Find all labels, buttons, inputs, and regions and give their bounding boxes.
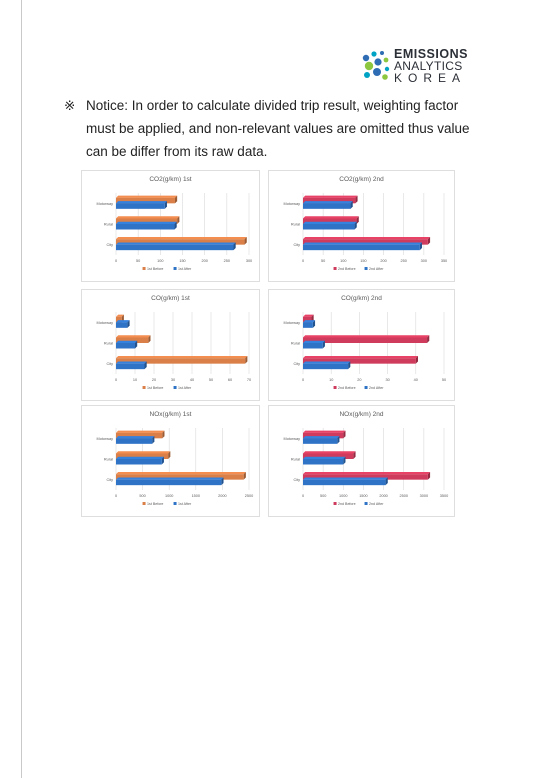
bar-top bbox=[303, 341, 325, 343]
legend-swatch bbox=[174, 502, 177, 505]
legend-label: 1st Before bbox=[147, 502, 164, 506]
bar-top bbox=[116, 341, 137, 343]
bar bbox=[116, 438, 152, 444]
bar-top bbox=[303, 431, 345, 433]
chart-co2-2nd-svg bbox=[269, 171, 454, 281]
category-label: Motorway bbox=[283, 201, 300, 206]
legend-label: 1st After bbox=[178, 267, 192, 271]
emissions-analytics-logo bbox=[360, 48, 470, 84]
bar bbox=[116, 224, 175, 230]
category-label: Motorway bbox=[283, 320, 300, 325]
bar-top bbox=[303, 457, 345, 459]
legend-swatch bbox=[365, 267, 368, 270]
bar bbox=[303, 459, 343, 465]
x-tick-label: 1500 bbox=[191, 494, 201, 498]
category-label: Motorway bbox=[96, 320, 113, 325]
category-label: City bbox=[106, 362, 113, 367]
legend-swatch bbox=[174, 267, 177, 270]
logo-line-1: EMISSIONS bbox=[394, 47, 468, 61]
x-tick-label: 1000 bbox=[339, 494, 348, 498]
legend-label: 1st Before bbox=[147, 267, 164, 271]
x-tick-label: 350 bbox=[440, 259, 448, 263]
bar bbox=[116, 245, 233, 251]
logo-line-3: KOREA bbox=[394, 71, 467, 85]
category-label: City bbox=[106, 243, 113, 248]
legend-label: 2nd After bbox=[369, 267, 384, 271]
bar-top bbox=[116, 477, 224, 479]
x-tick-label: 300 bbox=[420, 259, 428, 263]
x-tick-label: 40 bbox=[413, 378, 418, 382]
legend-label: 2nd Before bbox=[338, 386, 356, 390]
legend-swatch bbox=[365, 386, 368, 389]
category-label: City bbox=[293, 478, 300, 483]
x-tick-label: 2000 bbox=[218, 494, 227, 498]
bar-top bbox=[116, 436, 154, 438]
x-tick-label: 3000 bbox=[419, 494, 429, 498]
legend-swatch bbox=[365, 502, 368, 505]
bar-top bbox=[303, 222, 357, 224]
bar-top bbox=[303, 477, 388, 479]
legend-label: 1st After bbox=[178, 386, 192, 390]
chart-nox-2nd bbox=[268, 405, 455, 517]
chart-nox-1st bbox=[81, 405, 260, 517]
x-tick-label: 100 bbox=[340, 259, 347, 263]
category-label: Rural bbox=[290, 341, 300, 346]
chart-title: CO2(g/km) 2nd bbox=[339, 176, 384, 183]
page-margin-rule bbox=[21, 0, 22, 778]
bar-top bbox=[303, 436, 339, 438]
x-tick-label: 0 bbox=[114, 259, 118, 263]
notice-line-3: can be differ from its raw data. bbox=[86, 144, 268, 159]
legend-label: 1st Before bbox=[147, 386, 164, 390]
chart-title: NOx(g/km) 1st bbox=[149, 411, 192, 418]
bar bbox=[303, 245, 420, 251]
bar bbox=[303, 364, 348, 370]
notice-symbol: ※ bbox=[64, 98, 76, 113]
x-tick-label: 0 bbox=[114, 494, 118, 498]
bar-top bbox=[303, 242, 422, 244]
chart-nox-2nd-svg bbox=[269, 406, 454, 516]
bar-top bbox=[116, 457, 164, 459]
bar-top bbox=[303, 196, 358, 198]
bar-top bbox=[303, 356, 418, 358]
x-tick-label: 150 bbox=[360, 259, 367, 263]
x-tick-label: 250 bbox=[223, 259, 231, 263]
x-tick-label: 30 bbox=[170, 378, 176, 382]
bar-top bbox=[116, 237, 247, 239]
bar bbox=[303, 480, 386, 486]
category-label: Rural bbox=[290, 222, 300, 227]
legend-label: 1st After bbox=[178, 502, 192, 506]
chart-co2-1st-svg bbox=[82, 171, 259, 281]
legend-label: 2nd After bbox=[369, 386, 384, 390]
x-tick-label: 60 bbox=[227, 378, 233, 382]
x-tick-label: 2000 bbox=[379, 494, 388, 498]
legend-swatch bbox=[143, 267, 146, 270]
category-label: Rural bbox=[290, 457, 300, 462]
bar-top bbox=[116, 335, 151, 337]
bar bbox=[116, 322, 127, 328]
x-tick-label: 50 bbox=[208, 378, 214, 382]
chart-title: CO(g/km) 1st bbox=[151, 295, 190, 302]
x-tick-label: 50 bbox=[321, 259, 326, 263]
x-tick-label: 70 bbox=[246, 378, 252, 382]
chart-co-1st-svg bbox=[82, 290, 259, 400]
bar-top bbox=[116, 356, 247, 358]
bar-top bbox=[116, 222, 177, 224]
x-tick-label: 100 bbox=[157, 259, 164, 263]
category-label: City bbox=[293, 362, 300, 367]
legend-swatch bbox=[334, 502, 337, 505]
bar-top bbox=[116, 242, 236, 244]
x-tick-label: 250 bbox=[400, 259, 407, 263]
legend-swatch bbox=[174, 386, 177, 389]
bar-top bbox=[303, 237, 430, 239]
category-label: Motorway bbox=[96, 436, 113, 441]
bar-top bbox=[303, 451, 356, 453]
bar bbox=[303, 438, 337, 444]
x-tick-label: 30 bbox=[385, 378, 390, 382]
category-label: Rural bbox=[103, 457, 113, 462]
bar-top bbox=[303, 361, 350, 363]
chart-co2-1st bbox=[81, 170, 260, 282]
bar-top bbox=[116, 196, 177, 198]
bar-top bbox=[116, 451, 170, 453]
legend-swatch bbox=[143, 502, 146, 505]
legend-label: 2nd Before bbox=[338, 502, 356, 506]
x-tick-label: 1000 bbox=[164, 494, 174, 498]
x-tick-label: 2500 bbox=[399, 494, 408, 498]
category-label: Rural bbox=[103, 222, 113, 227]
bar-top bbox=[116, 431, 164, 433]
bar-top bbox=[303, 335, 429, 337]
emissions-analytics-dots-icon bbox=[360, 49, 392, 81]
notice-line-1: Notice: In order to calculate divided trip result, weighting factor bbox=[86, 98, 459, 113]
x-tick-label: 3500 bbox=[439, 494, 449, 498]
x-tick-label: 0 bbox=[114, 378, 118, 382]
bar-top bbox=[303, 201, 353, 203]
bar-top bbox=[303, 216, 359, 218]
bar bbox=[116, 364, 145, 370]
x-tick-label: 40 bbox=[189, 378, 195, 382]
bar bbox=[116, 459, 162, 465]
x-tick-label: 50 bbox=[136, 259, 141, 263]
bar bbox=[303, 203, 351, 209]
category-label: Motorway bbox=[283, 436, 300, 441]
bar bbox=[303, 322, 313, 328]
x-tick-label: 20 bbox=[151, 378, 157, 382]
x-tick-label: 20 bbox=[357, 378, 362, 382]
x-tick-label: 10 bbox=[132, 378, 138, 382]
category-label: City bbox=[293, 243, 300, 248]
logo-line-2: ANALYTICS bbox=[394, 59, 463, 73]
bar-top bbox=[116, 320, 130, 322]
bar bbox=[116, 480, 221, 486]
chart-co-1st bbox=[81, 289, 260, 401]
chart-title: CO2(g/km) 1st bbox=[149, 176, 192, 183]
bar bbox=[116, 343, 135, 349]
x-tick-label: 500 bbox=[139, 494, 146, 498]
bar-top bbox=[303, 472, 430, 474]
x-tick-label: 0 bbox=[301, 494, 305, 498]
chart-title: NOx(g/km) 2nd bbox=[339, 411, 384, 418]
chart-title: CO(g/km) 2nd bbox=[341, 295, 382, 302]
bar-top bbox=[116, 216, 179, 218]
x-tick-label: 150 bbox=[179, 259, 186, 263]
bar-top bbox=[116, 361, 147, 363]
x-tick-label: 1500 bbox=[359, 494, 368, 498]
x-tick-label: 300 bbox=[245, 259, 253, 263]
bar-top bbox=[116, 201, 167, 203]
chart-nox-1st-svg bbox=[82, 406, 259, 516]
x-tick-label: 0 bbox=[301, 378, 305, 382]
x-tick-label: 50 bbox=[441, 378, 447, 382]
legend-label: 2nd Before bbox=[338, 267, 356, 271]
x-tick-label: 200 bbox=[380, 259, 387, 263]
legend-swatch bbox=[334, 386, 337, 389]
x-tick-label: 200 bbox=[201, 259, 208, 263]
category-label: Motorway bbox=[96, 201, 113, 206]
notice-line-2: must be applied, and non-relevant values are omitted thus value bbox=[86, 121, 470, 136]
category-label: City bbox=[106, 478, 113, 483]
bar bbox=[116, 203, 165, 209]
bar-top bbox=[116, 472, 246, 474]
x-tick-label: 0 bbox=[301, 259, 305, 263]
category-label: Rural bbox=[103, 341, 113, 346]
legend-label: 2nd After bbox=[369, 502, 384, 506]
chart-co2-2nd bbox=[268, 170, 455, 282]
chart-co-2nd-svg bbox=[269, 290, 454, 400]
chart-co-2nd bbox=[268, 289, 455, 401]
bar bbox=[303, 224, 355, 230]
legend-swatch bbox=[143, 386, 146, 389]
bar bbox=[303, 343, 323, 349]
legend-swatch bbox=[334, 267, 337, 270]
x-tick-label: 2500 bbox=[244, 494, 254, 498]
x-tick-label: 10 bbox=[329, 378, 334, 382]
x-tick-label: 500 bbox=[319, 494, 327, 498]
